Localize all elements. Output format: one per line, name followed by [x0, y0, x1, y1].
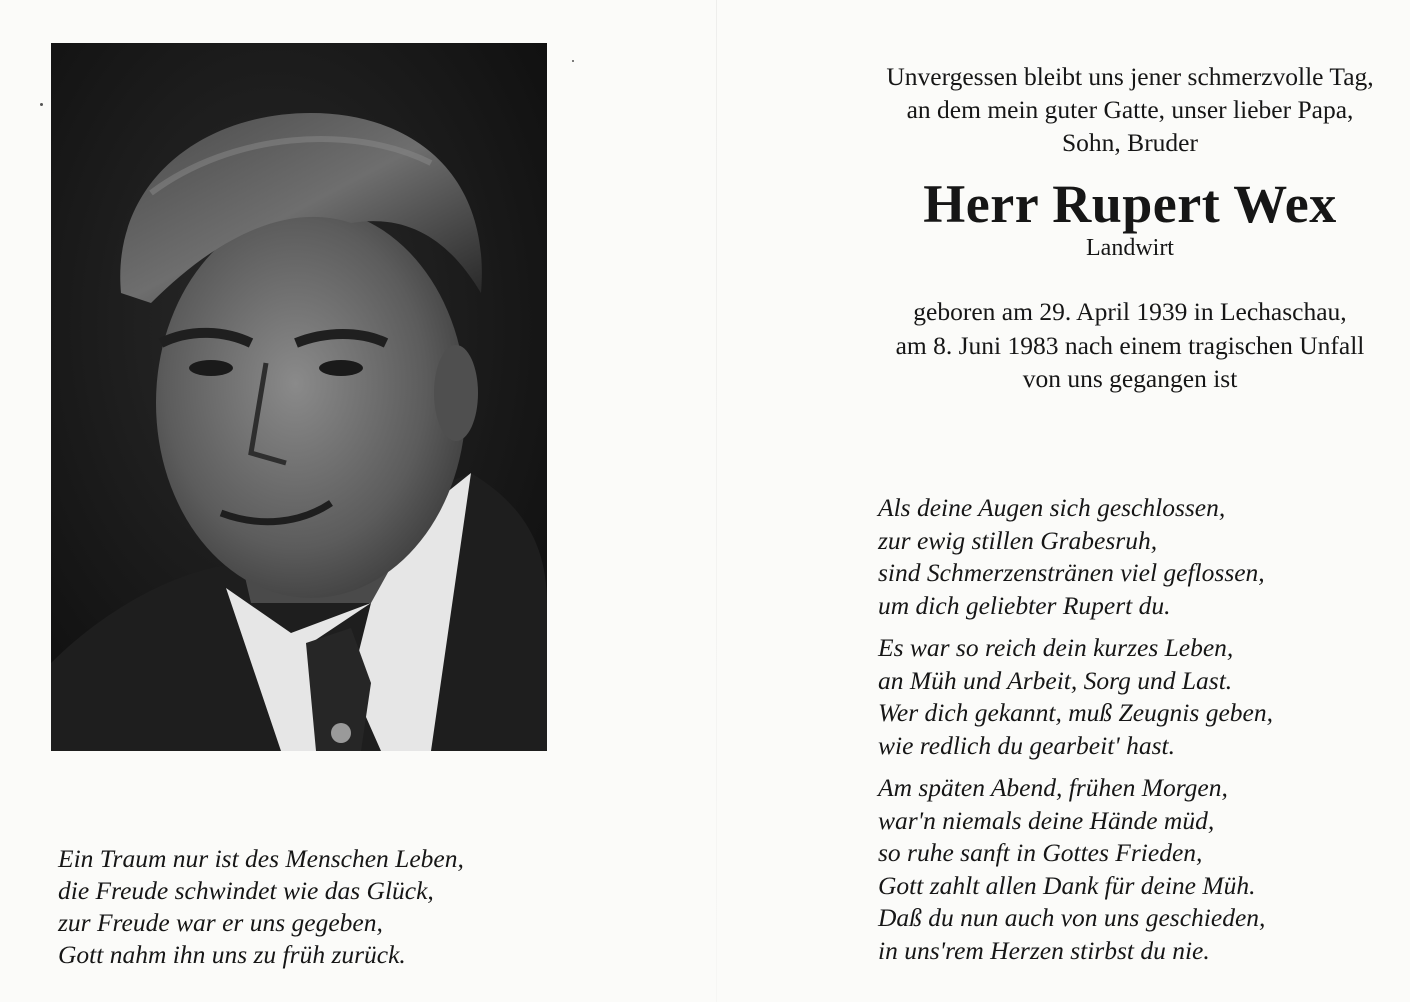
poem-line: war'n niemals deine Hände müd, — [878, 805, 1215, 835]
occupation: Landwirt — [1086, 235, 1174, 261]
poem-line: Gott zahlt allen Dank für deine Müh. — [878, 870, 1256, 900]
life-dates — [830, 295, 1410, 396]
poem-line: so ruhe sanft in Gottes Frieden, — [878, 838, 1203, 867]
poem-line: an Müh und Arbeit, Sorg und Last. — [878, 665, 1233, 695]
portrait-photo — [51, 43, 547, 751]
intro-line: Sohn, Bruder — [1062, 128, 1198, 157]
poem-line: wie redlich du gearbeit' hast. — [878, 730, 1176, 760]
right-poem — [878, 492, 1398, 977]
intro-line: Unvergessen bleibt uns jener schmerzvolle Tag, — [886, 62, 1374, 91]
poem-stanza — [878, 632, 1398, 762]
life-line: geboren am 29. April 1939 in Lechaschau, — [913, 297, 1347, 326]
poem-line: um dich geliebter Rupert du. — [878, 590, 1171, 620]
poem-line: Als deine Augen sich geschlossen, — [878, 493, 1226, 522]
intro-line: an dem mein guter Gatte, unser lieber Papa, — [906, 95, 1354, 124]
life-line: am 8. Juni 1983 nach einem tragischen Unfall — [895, 330, 1365, 360]
intro-text — [830, 60, 1410, 159]
poem-stanza — [878, 492, 1398, 622]
card-fold — [716, 0, 717, 1002]
poem-line: Daß du nun auch von uns geschieden, — [878, 903, 1266, 932]
paper-speck — [572, 60, 574, 62]
poem-line: Es war so reich dein kurzes Leben, — [878, 633, 1234, 662]
left-poem-line: Ein Traum nur ist des Menschen Leben, — [58, 844, 464, 873]
portrait-image — [51, 43, 547, 751]
left-poem-line: zur Freude war er uns gegeben, — [58, 908, 383, 937]
poem-line: sind Schmerzenstränen viel geflossen, — [878, 558, 1265, 587]
deceased-name: Herr Rupert Wex — [923, 174, 1337, 234]
left-poem — [58, 843, 618, 971]
left-poem-line: Gott nahm ihn uns zu früh zurück. — [58, 940, 406, 969]
poem-line: in uns'rem Herzen stirbst du nie. — [878, 935, 1210, 965]
poem-line: zur ewig stillen Grabesruh, — [878, 525, 1158, 555]
poem-stanza — [878, 772, 1398, 967]
life-line: von uns gegangen ist — [1022, 364, 1238, 393]
left-poem-line: die Freude schwindet wie das Glück, — [58, 876, 434, 905]
poem-line: Wer dich gekannt, muß Zeugnis geben, — [878, 698, 1273, 727]
poem-line: Am späten Abend, frühen Morgen, — [878, 773, 1228, 802]
paper-speck — [40, 103, 43, 106]
